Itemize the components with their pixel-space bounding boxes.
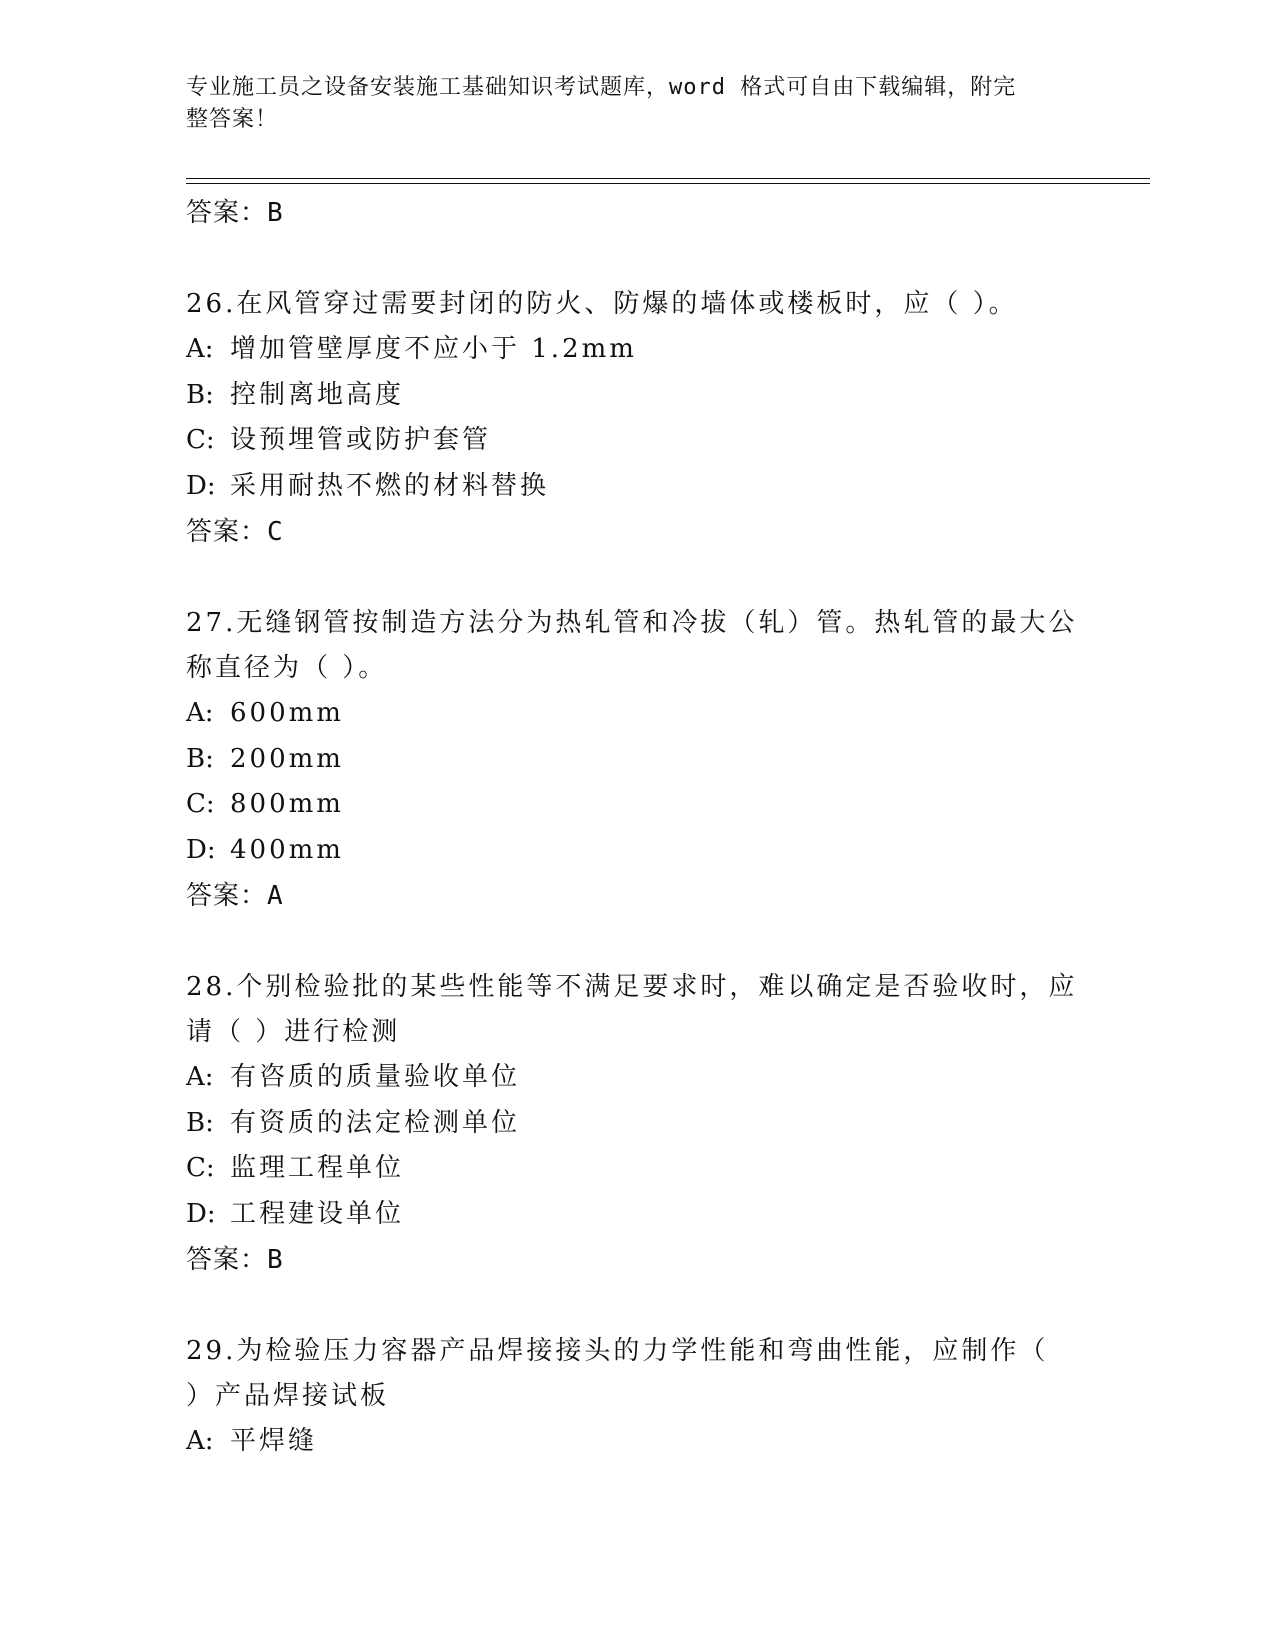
header-line-2: 整答案！ (186, 107, 279, 132)
question-text: 29.为检验压力容器产品焊接接头的力学性能和弯曲性能，应制作（ (186, 1336, 1049, 1366)
option-text: 200mm (230, 743, 344, 774)
option-letter: B: (186, 1107, 214, 1138)
option-c (186, 418, 1086, 464)
document-header (186, 72, 1066, 136)
option-text: 有咨质的质量验收单位 (230, 1062, 521, 1092)
header-line-1: 专业施工员之设备安装施工基础知识考试题库，word 格式可自由下载编辑，附完 (186, 75, 1017, 100)
option-c (186, 1146, 1086, 1192)
option-letter: D: (186, 1198, 216, 1229)
header-divider-bottom (186, 183, 1150, 184)
question-text: 27.无缝钢管按制造方法分为热轧管和冷拔（轧）管。热轧管的最大公 (186, 608, 1078, 638)
option-a (186, 1055, 1086, 1101)
option-b (186, 1101, 1086, 1147)
question-text-cont: 称直径为（ ）。 (186, 653, 388, 683)
option-letter: D: (186, 834, 216, 865)
option-d (186, 1192, 1086, 1238)
answer-26: 答案：C (186, 517, 284, 547)
question-29 (186, 1329, 1086, 1465)
option-a (186, 327, 1086, 373)
option-a (186, 1419, 1086, 1465)
option-letter: B: (186, 743, 214, 774)
option-text: 有资质的法定检测单位 (230, 1107, 521, 1138)
option-letter: A: (186, 334, 214, 364)
option-letter: B: (186, 379, 214, 410)
option-a (186, 691, 1086, 737)
option-letter: D: (186, 470, 216, 501)
option-text: 800mm (230, 789, 344, 819)
header-divider-top (186, 178, 1150, 179)
answer-28: 答案：B (186, 1245, 284, 1275)
question-28 (186, 965, 1086, 1283)
option-letter: C: (186, 425, 215, 455)
question-text: 28.个别检验批的某些性能等不满足要求时，难以确定是否验收时，应 (186, 972, 1078, 1002)
option-text: 600mm (230, 698, 344, 728)
option-letter: A: (186, 698, 214, 728)
question-26 (186, 282, 1086, 555)
question-27 (186, 601, 1086, 919)
option-text: 400mm (230, 834, 344, 865)
option-text: 监理工程单位 (230, 1153, 405, 1183)
question-text: 26.在风管穿过需要封闭的防火、防爆的墙体或楼板时，应（ ）。 (186, 289, 1018, 319)
option-text: 工程建设单位 (230, 1198, 405, 1229)
option-text: 采用耐热不燃的材料替换 (230, 470, 550, 501)
option-d (186, 828, 1086, 874)
previous-answer: 答案：B (186, 198, 284, 228)
option-letter: C: (186, 789, 215, 819)
question-text-cont: ）产品焊接试板 (186, 1381, 390, 1411)
option-text: 平焊缝 (230, 1426, 318, 1456)
option-letter: A: (186, 1426, 214, 1456)
option-b (186, 373, 1086, 419)
question-text-cont: 请（ ）进行检测 (186, 1017, 401, 1047)
option-text: 设预埋管或防护套管 (230, 425, 492, 455)
option-c (186, 782, 1086, 828)
option-b (186, 737, 1086, 783)
question-list (186, 190, 1086, 1465)
option-text: 增加管壁厚度不应小于 1.2mm (230, 334, 637, 364)
option-letter: A: (186, 1062, 214, 1092)
option-d (186, 464, 1086, 510)
option-text: 控制离地高度 (230, 379, 405, 410)
answer-27: 答案：A (186, 881, 284, 911)
option-letter: C: (186, 1153, 215, 1183)
